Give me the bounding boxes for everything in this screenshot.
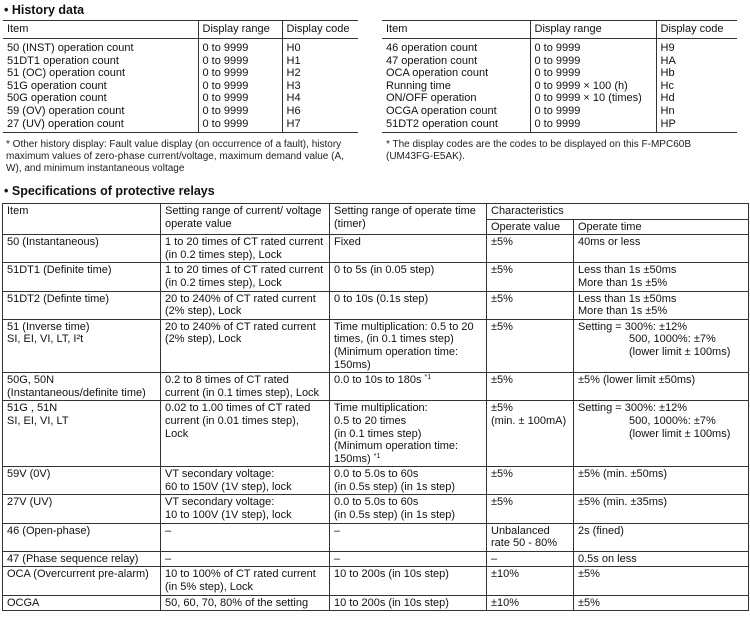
specs-setting-current: 20 to 240% of CT rated current (2% step), Lock bbox=[161, 291, 330, 319]
history-left-range: 0 to 9999 bbox=[198, 39, 282, 55]
history-left-row bbox=[3, 80, 358, 93]
history-title-text: History data bbox=[11, 3, 85, 17]
specs-operate-value: ±5% bbox=[487, 291, 574, 319]
specs-row bbox=[3, 595, 749, 611]
specs-item: 59V (0V) bbox=[3, 467, 161, 495]
specs-setting-current: VT secondary voltage: 60 to 150V (1V step), lock bbox=[161, 467, 330, 495]
history-right-header-item: Item bbox=[382, 21, 530, 39]
history-right-row bbox=[382, 80, 737, 93]
specs-row bbox=[3, 567, 749, 595]
specs-item: 50G, 50N (Instantaneous/definite time) bbox=[3, 373, 161, 401]
specs-header-setting-current: Setting range of current/ voltage operate value bbox=[161, 204, 330, 235]
history-right-code: Hb bbox=[656, 67, 737, 80]
history-right-row bbox=[382, 105, 737, 118]
history-left-header-code: Display code bbox=[282, 21, 358, 39]
specs-operate-time-line: (lower limit ± 100ms) bbox=[629, 427, 731, 440]
history-left-code: H0 bbox=[282, 39, 358, 55]
specs-item: 46 (Open-phase) bbox=[3, 523, 161, 551]
history-left-item: 50G operation count bbox=[7, 92, 107, 105]
history-right-row bbox=[382, 55, 737, 68]
history-right-range: 0 to 9999 × 10 (times) bbox=[530, 92, 656, 105]
history-left-item: 27 (UV) operation count bbox=[3, 118, 198, 133]
history-left-range: 0 to 9999 bbox=[198, 92, 282, 105]
history-left-range: 0 to 9999 bbox=[198, 80, 282, 93]
specs-setting-time: – bbox=[330, 523, 487, 551]
history-right-range: 0 to 9999 bbox=[530, 39, 656, 55]
history-left-item: 50 (INST) operation count bbox=[7, 42, 134, 54]
specs-setting-time: – bbox=[330, 551, 487, 567]
specs-operate-value: ±10% bbox=[487, 567, 574, 595]
history-left-item: 51G operation count bbox=[7, 79, 107, 92]
specs-operate-value: ±10% bbox=[487, 595, 574, 611]
history-right-code: HA bbox=[656, 55, 737, 68]
specs-setting-time: 10 to 200s (in 10s step) bbox=[330, 595, 487, 611]
specs-operate-value: Unbalanced rate 50 - 80% bbox=[487, 523, 574, 551]
history-left-code: H4 bbox=[282, 92, 358, 105]
history-left-row bbox=[3, 105, 358, 118]
specs-operate-value: ±5% bbox=[487, 235, 574, 263]
specs-operate-time bbox=[574, 319, 749, 372]
specs-setting-time: Time multiplication: 0.5 to 20 times, (in 0.1 times step) (Minimum operation time: 150ms) bbox=[330, 319, 487, 372]
specs-setting-time: 0.0 to 5.0s to 60s (in 0.5s step) (in 1s step) bbox=[330, 467, 487, 495]
specs-row bbox=[3, 495, 749, 523]
history-right-range: 0 to 9999 × 100 (h) bbox=[530, 80, 656, 93]
specs-item: OCA (Overcurrent pre-alarm) bbox=[3, 567, 161, 595]
specs-operate-time: Less than 1s ±50ms More than 1s ±5% bbox=[574, 291, 749, 319]
specs-setting-current: 0.2 to 8 times of CT rated current (in 0.1 times step), Lock bbox=[161, 373, 330, 401]
specs-operate-time-line: 500, 1000%: ±7% bbox=[629, 333, 716, 346]
history-left-header-row bbox=[3, 21, 358, 39]
history-right-item: ON/OFF operation bbox=[386, 92, 477, 105]
history-right-header-code: Display code bbox=[656, 21, 737, 39]
specs-row bbox=[3, 523, 749, 551]
specs-header-item: Item bbox=[3, 204, 161, 235]
specs-item: 27V (UV) bbox=[3, 495, 161, 523]
history-left-header-range: Display range bbox=[198, 21, 282, 39]
specs-setting-current: 0.02 to 1.00 times of CT rated current (in 0.01 times step), Lock bbox=[161, 401, 330, 467]
specs-header-row-1 bbox=[3, 204, 749, 220]
specs-header-operate-time: Operate time bbox=[574, 219, 749, 235]
specs-header-setting-time: Setting range of operate time (timer) bbox=[330, 204, 487, 235]
history-note-right: * The display codes are the codes to be displayed on this F-MPC60B (UM43FG-E5AK). bbox=[386, 139, 691, 162]
specs-operate-time: 0.5s on less bbox=[574, 551, 749, 567]
history-left-item: 51DT1 operation count bbox=[7, 54, 119, 67]
history-left-range: 0 to 9999 bbox=[198, 118, 282, 133]
history-right-header-range: Display range bbox=[530, 21, 656, 39]
specs-setting-time: 10 to 200s (in 10s step) bbox=[330, 567, 487, 595]
specs-operate-value: ±5% bbox=[487, 263, 574, 291]
history-right-item: 51DT2 operation count bbox=[382, 118, 530, 133]
specs-operate-value: ±5% bbox=[487, 495, 574, 523]
specs-item: OCGA bbox=[3, 595, 161, 611]
history-left-code: H1 bbox=[282, 55, 358, 68]
specs-operate-value: – bbox=[487, 551, 574, 567]
specs-operate-time-line: Setting = 300%: ±12% bbox=[578, 402, 688, 415]
history-right-range: 0 to 9999 bbox=[530, 105, 656, 118]
history-left-header-item: Item bbox=[3, 21, 198, 39]
history-left-row bbox=[3, 67, 358, 80]
specs-setting-current: 20 to 240% of CT rated current (2% step), Lock bbox=[161, 319, 330, 372]
history-right-range: 0 to 9999 bbox=[530, 67, 656, 80]
history-left-row bbox=[3, 92, 358, 105]
history-left-range: 0 to 9999 bbox=[198, 55, 282, 68]
history-right-item: 46 operation count bbox=[386, 42, 478, 54]
history-right-row bbox=[382, 67, 737, 80]
specs-setting-time: 0.0 to 5.0s to 60s (in 0.5s step) (in 1s step) bbox=[330, 495, 487, 523]
history-table-left bbox=[3, 20, 358, 133]
specs-setting-time-text: 0.0 to 10s to 180s bbox=[334, 374, 422, 387]
specs-operate-time: ±5% (lower limit ±50ms) bbox=[574, 373, 749, 401]
specs-item: 50 (Instantaneous) bbox=[3, 235, 161, 263]
history-right-code: Hd bbox=[656, 92, 737, 105]
history-left-item: 59 (OV) operation count bbox=[7, 104, 125, 117]
history-left-row bbox=[3, 55, 358, 68]
specs-header-characteristics: Characteristics bbox=[487, 204, 749, 220]
history-left-row bbox=[3, 39, 358, 55]
specs-setting-current: – bbox=[161, 551, 330, 567]
specs-operate-value: ±5% bbox=[487, 373, 574, 401]
history-right-item: 47 operation count bbox=[386, 54, 478, 67]
history-left-code: H2 bbox=[282, 67, 358, 80]
specs-setting-time: Fixed bbox=[330, 235, 487, 263]
specs-operate-time-line: (lower limit ± 100ms) bbox=[629, 345, 731, 358]
specs-operate-value: ±5% bbox=[487, 319, 574, 372]
specs-section-title: • Specifications of protective relays bbox=[4, 184, 215, 198]
history-right-row bbox=[382, 92, 737, 105]
history-note-left: * Other history display: Fault value display (on occurrence of a fault), history maximum values of zero-phase current/voltage, maximum demand value (A, W), and minimum instantaneous voltage bbox=[6, 139, 344, 174]
history-right-row bbox=[382, 39, 737, 55]
footnote-mark: *1 bbox=[373, 452, 381, 460]
history-left-code: H6 bbox=[282, 105, 358, 118]
history-table-right bbox=[382, 20, 737, 133]
specs-setting-time-text: Time multiplication: 0.5 to 20 times (in 0.1 times step) (Minimum operation time: 150ms) bbox=[334, 402, 459, 465]
specs-operate-value: ±5% bbox=[487, 467, 574, 495]
specs-operate-time: ±5% (min. ±50ms) bbox=[574, 467, 749, 495]
history-right-range: 0 to 9999 bbox=[530, 55, 656, 68]
history-section-title: • History data bbox=[4, 3, 85, 17]
specs-operate-time: ±5% bbox=[574, 595, 749, 611]
specs-setting-current: – bbox=[161, 523, 330, 551]
history-left-range: 0 to 9999 bbox=[198, 67, 282, 80]
specs-setting-time: 0 to 5s (in 0.05 step) bbox=[330, 263, 487, 291]
specs-row bbox=[3, 373, 749, 401]
history-left-row bbox=[3, 118, 358, 133]
specs-item: 47 (Phase sequence relay) bbox=[3, 551, 161, 567]
specs-item: 51DT1 (Definite time) bbox=[3, 263, 161, 291]
specs-setting-time: 0 to 10s (0.1s step) bbox=[330, 291, 487, 319]
specs-row bbox=[3, 551, 749, 567]
history-right-item: OCA operation count bbox=[386, 67, 489, 80]
specs-row bbox=[3, 401, 749, 467]
specs-item: 51 (Inverse time) SI, EI, VI, LT, I²t bbox=[3, 319, 161, 372]
history-left-item: 51 (OC) operation count bbox=[7, 67, 126, 80]
specs-row bbox=[3, 263, 749, 291]
specs-item: 51G , 51N SI, EI, VI, LT bbox=[3, 401, 161, 467]
footnote-mark: *1 bbox=[424, 374, 432, 382]
specs-operate-time: 2s (fined) bbox=[574, 523, 749, 551]
specs-setting-time bbox=[330, 401, 487, 467]
specs-operate-time: ±5% (min. ±35ms) bbox=[574, 495, 749, 523]
specs-header-operate-value: Operate value bbox=[487, 219, 574, 235]
history-right-code: Hc bbox=[656, 80, 737, 93]
history-right-code: HP bbox=[656, 118, 737, 133]
specs-row bbox=[3, 467, 749, 495]
specs-setting-time bbox=[330, 373, 487, 401]
specs-row bbox=[3, 319, 749, 372]
specs-row bbox=[3, 235, 749, 263]
specs-item: 51DT2 (Definte time) bbox=[3, 291, 161, 319]
history-right-row bbox=[382, 118, 737, 133]
specs-operate-time: 40ms or less bbox=[574, 235, 749, 263]
history-left-code: H7 bbox=[282, 118, 358, 133]
specs-operate-time-line: Setting = 300%: ±12% bbox=[578, 320, 688, 333]
specs-operate-time: Less than 1s ±50ms More than 1s ±5% bbox=[574, 263, 749, 291]
history-right-code: Hn bbox=[656, 105, 737, 118]
specs-setting-current: 1 to 20 times of CT rated current (in 0.2 times step), Lock bbox=[161, 235, 330, 263]
specs-row bbox=[3, 291, 749, 319]
history-right-item: OCGA operation count bbox=[386, 104, 497, 117]
specs-operate-time bbox=[574, 401, 749, 467]
specs-operate-time: ±5% bbox=[574, 567, 749, 595]
history-left-range: 0 to 9999 bbox=[198, 105, 282, 118]
specs-setting-current: VT secondary voltage: 10 to 100V (1V step), lock bbox=[161, 495, 330, 523]
specs-title-text: Specifications of protective relays bbox=[11, 184, 215, 198]
history-right-header-row bbox=[382, 21, 737, 39]
specs-operate-value: ±5% (min. ± 100mA) bbox=[487, 401, 574, 467]
specs-setting-current: 10 to 100% of CT rated current (in 5% step), Lock bbox=[161, 567, 330, 595]
history-right-item: Running time bbox=[386, 79, 451, 92]
history-right-range: 0 to 9999 bbox=[530, 118, 656, 133]
history-left-code: H3 bbox=[282, 80, 358, 93]
history-right-code: H9 bbox=[656, 39, 737, 55]
specs-setting-current: 1 to 20 times of CT rated current (in 0.2 times step), Lock bbox=[161, 263, 330, 291]
specs-setting-current: 50, 60, 70, 80% of the setting bbox=[161, 595, 330, 611]
specs-operate-time-line: 500, 1000%: ±7% bbox=[629, 414, 716, 427]
specs-table bbox=[2, 203, 749, 611]
